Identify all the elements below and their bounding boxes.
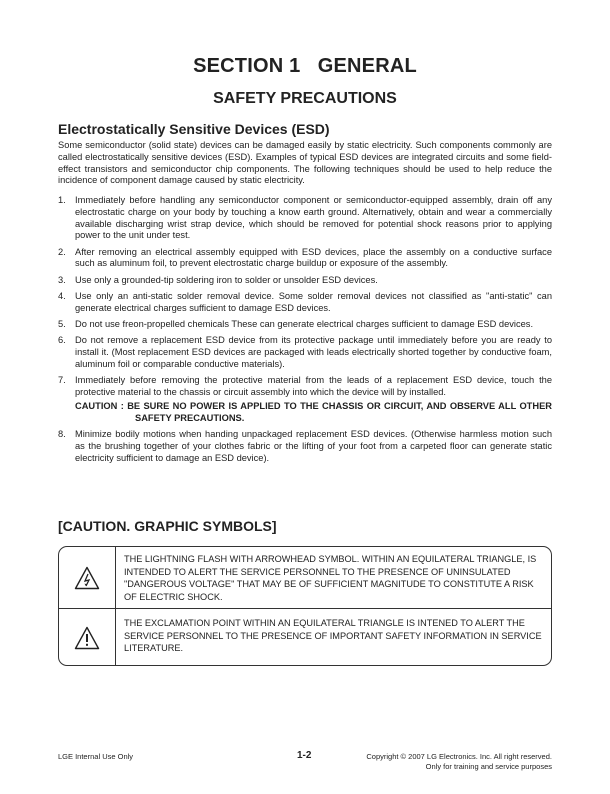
section-title: SECTION 1 GENERAL: [193, 55, 417, 77]
graphic-symbols-table: [58, 546, 552, 666]
list-item: [58, 319, 552, 331]
symbol-cell: [59, 547, 116, 608]
graphic-symbols-heading: [CAUTION. GRAPHIC SYMBOLS]: [58, 518, 277, 534]
lightning-triangle-icon: [74, 566, 100, 590]
list-item: [58, 195, 552, 242]
list-item: [58, 291, 552, 315]
symbol-cell: [59, 609, 116, 666]
list-item: [58, 375, 552, 424]
list-item-number: 4.: [58, 291, 66, 302]
list-item-text: Do not use freon-propelled chemicals These can generate electrical charges sufficient to damage ESD devices.: [75, 319, 534, 330]
list-item-number: 1.: [58, 195, 66, 205]
footer-copyright: [366, 752, 552, 771]
list-item: [58, 335, 552, 370]
symbol-row-lightning: [59, 547, 551, 608]
exclamation-triangle-icon: [74, 626, 100, 650]
page-number: 1-2: [297, 750, 312, 761]
list-item-text: Do not remove a replacement ESD device from its protective package until immediately before you are ready to install it. (Most replacement ESD devices are packaged with leads electrically shorted together by conductive foam, aluminum foil or comparable conductive materials).: [75, 335, 552, 370]
list-item-text: Immediately before removing the protective material from the leads of a replacement ESD device, touch the protective material to the chassis or circuit assembly into which the device will by installed.: [75, 375, 552, 398]
copyright-text: Copyright © 2007 LG Electronics. Inc. All right reserved.: [366, 752, 552, 761]
list-item: [58, 247, 552, 271]
esd-intro-paragraph: Some semiconductor (solid state) devices can be damaged easily by static electricity. Such components commonly are called electrostatically sensitive devices (ESD). Examples of typical ESD devices are integrated circuits and some field-effect transistors and semiconductor chip components. The following techniques should be used to help reduce the incidence of component damage caused by static electricity.: [58, 140, 552, 186]
list-item-text: Minimize bodily motions when handing unpackaged replacement ESD devices. (Otherwise harmless motion such as the brushing together of your clothes fabric or the lifting of your foot from a carpeted floor can generate static electricity sufficient to damage an ESD device).: [75, 429, 552, 463]
list-item-number: 8.: [58, 429, 66, 440]
list-item: [58, 275, 552, 287]
list-item-number: 6.: [58, 335, 66, 346]
caution-note: CAUTION : BE SURE NO POWER IS APPLIED TO THE CHASSIS OR CIRCUIT, AND OBSERVE ALL OTHER SAFETY PRECAUTIONS.: [75, 400, 552, 423]
footer-internal-use: LGE Internal Use Only: [58, 752, 134, 761]
list-item-text: After removing an electrical assembly equipped with ESD devices, place the assembly on a conductive surface such as aluminum foil, to prevent electrostatic charge buildup or exposure of the assembly.: [75, 246, 552, 269]
list-item-number: 3.: [58, 274, 66, 285]
esd-precaution-list: [58, 195, 552, 469]
exclamation-symbol-description: THE EXCLAMATION POINT WITHIN AN EQUILATERAL TRIANGLE IS INTENED TO ALERT THE SERVICE PERSONNEL TO THE PRESENCE OF IMPORTANT SAFETY INFORMATION IN SERVICE LITERATURE.: [124, 618, 542, 653]
lightning-symbol-description: THE LIGHTNING FLASH WITH ARROWHEAD SYMBOL. WITHIN AN EQUILATERAL TRIANGLE, IS INTENDED TO ALERT THE SERVICE PERSONNEL TO THE PRESENCE OF UNINSULATED "DANGEROUS VOLTAGE" THAT MAY BE OF SUFFICIENT MAGNITUDE TO CONSTITUTE A RISK OF ELECTRIC SHOCK.: [124, 554, 537, 602]
list-item: [58, 429, 552, 464]
list-item-number: 5.: [58, 319, 66, 330]
esd-heading: Electrostatically Sensitive Devices (ESD): [58, 121, 330, 137]
list-item-text: Use only a grounded-tip soldering iron to solder or unsolder ESD devices.: [75, 274, 378, 285]
list-item-number: 7.: [58, 375, 66, 386]
list-item-text: Use only an anti-static solder removal device. Some solder removal devices not classified as "anti-static" can generate electrical charges sufficient to damage ESD devices.: [75, 291, 552, 313]
safety-precautions-title: SAFETY PRECAUTIONS: [213, 90, 397, 107]
training-note: Only for training and service purposes: [425, 761, 552, 771]
symbol-row-exclamation: [59, 608, 551, 666]
list-item-text: Immediately before handling any semiconductor component or semiconductor-equipped assembly, drain off any electrostatic charge on your body by touching a know earth ground. Alternatively, obtain and wear a commercially available discharging wrist strap device, which should be removed for potential shock reasons prior to applying power to the unit under test.: [75, 195, 552, 241]
list-item-number: 2.: [58, 246, 66, 257]
